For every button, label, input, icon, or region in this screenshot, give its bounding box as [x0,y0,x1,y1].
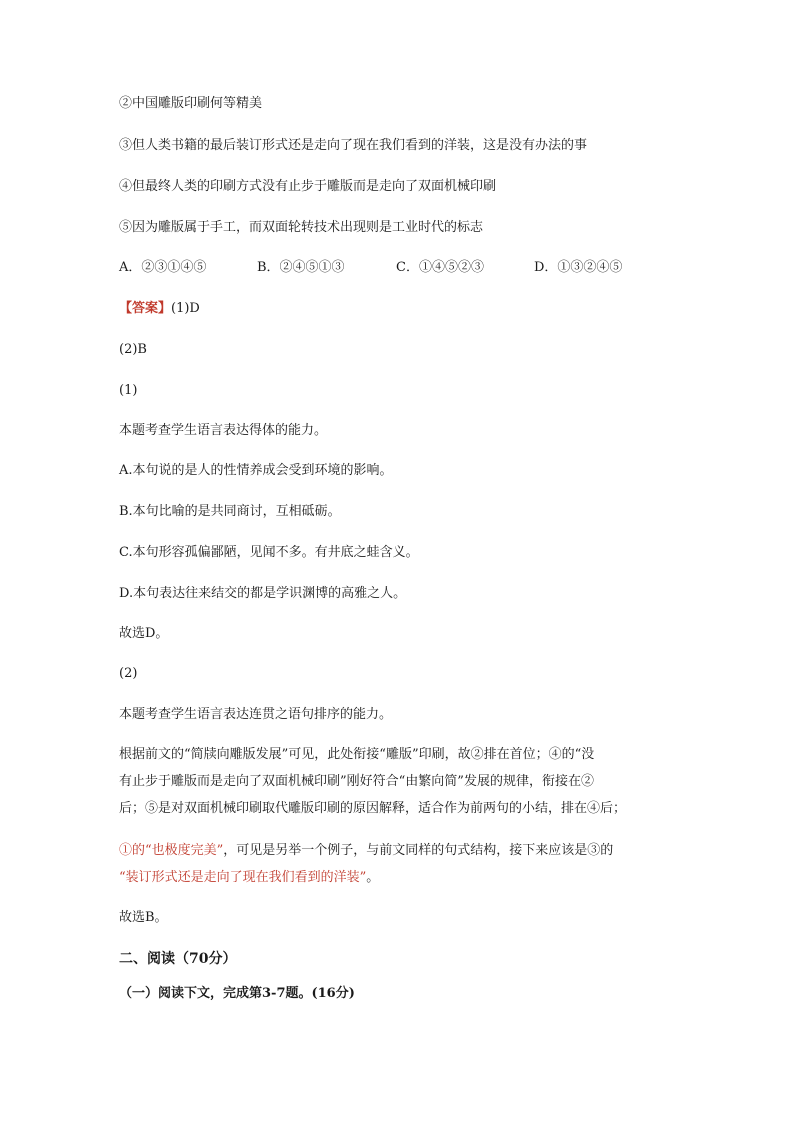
question-item-3: ③但人类书籍的最后装订形式还是走向了现在我们看到的洋装，这是没有办法的事 [119,138,588,153]
analysis2-red-line-1 [119,843,613,859]
option-b: B．②④⑤①③ [257,260,345,275]
question-item-4: ④但最终人类的印刷方式没有止步于雕版而是走向了双面机械印刷 [119,179,497,194]
analysis1-intro: 本题考查学生语言表达得体的能力。 [119,423,328,438]
analysis1-option-c: C.本句形容孤偏鄙陋，见闻不多。有井底之蛙含义。 [119,545,419,560]
analysis2-intro: 本题考查学生语言表达连贯之语句排序的能力。 [119,707,393,722]
analysis2-number: (2) [119,666,138,681]
options-row [119,260,639,276]
analysis2-period: 。 [366,870,380,885]
option-c: C．①④⑤②③ [396,260,484,275]
answer-line [119,301,200,317]
answer-label: 【答案】 [119,301,172,316]
section-title: 二、阅读（70分） [119,951,237,967]
analysis1-number: (1) [119,383,138,398]
question-item-5: ⑤因为雕版属于手工，而双面轮转技术出现则是工业时代的标志 [119,220,484,235]
option-d: D．①③②④⑤ [534,260,623,275]
question-item-2: ②中国雕版印刷何等精美 [119,96,263,111]
analysis1-conclusion: 故选D。 [119,626,169,641]
answer-first: (1)D [171,301,200,316]
analysis2-red-part: ①的“也极度完美” [119,843,224,858]
analysis1-option-a: A.本句说的是人的性情养成会受到环境的影响。 [119,463,393,478]
analysis2-conclusion: 故选B。 [119,910,168,925]
analysis2-para-line-1: 根据前文的“简牍向雕版发展”可见，此处衔接“雕版”印刷，故②排在首位；④的“没 [119,747,595,762]
analysis1-option-b: B.本句比喻的是共同商讨，互相砥砺。 [119,504,341,519]
section-subtitle: （一）阅读下文，完成第3-7题。(16分) [119,986,355,1001]
analysis2-red-quote: “装订形式还是走向了现在我们看到的洋装” [119,870,367,885]
analysis1-option-d: D.本句表达往来结交的都是学识渊博的高雅之人。 [119,586,407,601]
analysis2-para-line-3: 后；⑤是对双面机械印刷取代雕版印刷的原因解释，适合作为前两句的小结，排在④后； [119,801,627,816]
analysis2-para-line-2: 有止步于雕版而是走向了双面机械印刷”刚好符合“由繁向简”发展的规律，衔接在② [119,774,594,789]
option-a: A．②③①④⑤ [119,260,207,275]
analysis2-after-red: ，可见是另举一个例子，与前文同样的句式结构，接下来应该是③的 [223,843,614,858]
analysis2-red-line-2 [119,870,379,886]
answer-second: (2)B [119,342,147,357]
